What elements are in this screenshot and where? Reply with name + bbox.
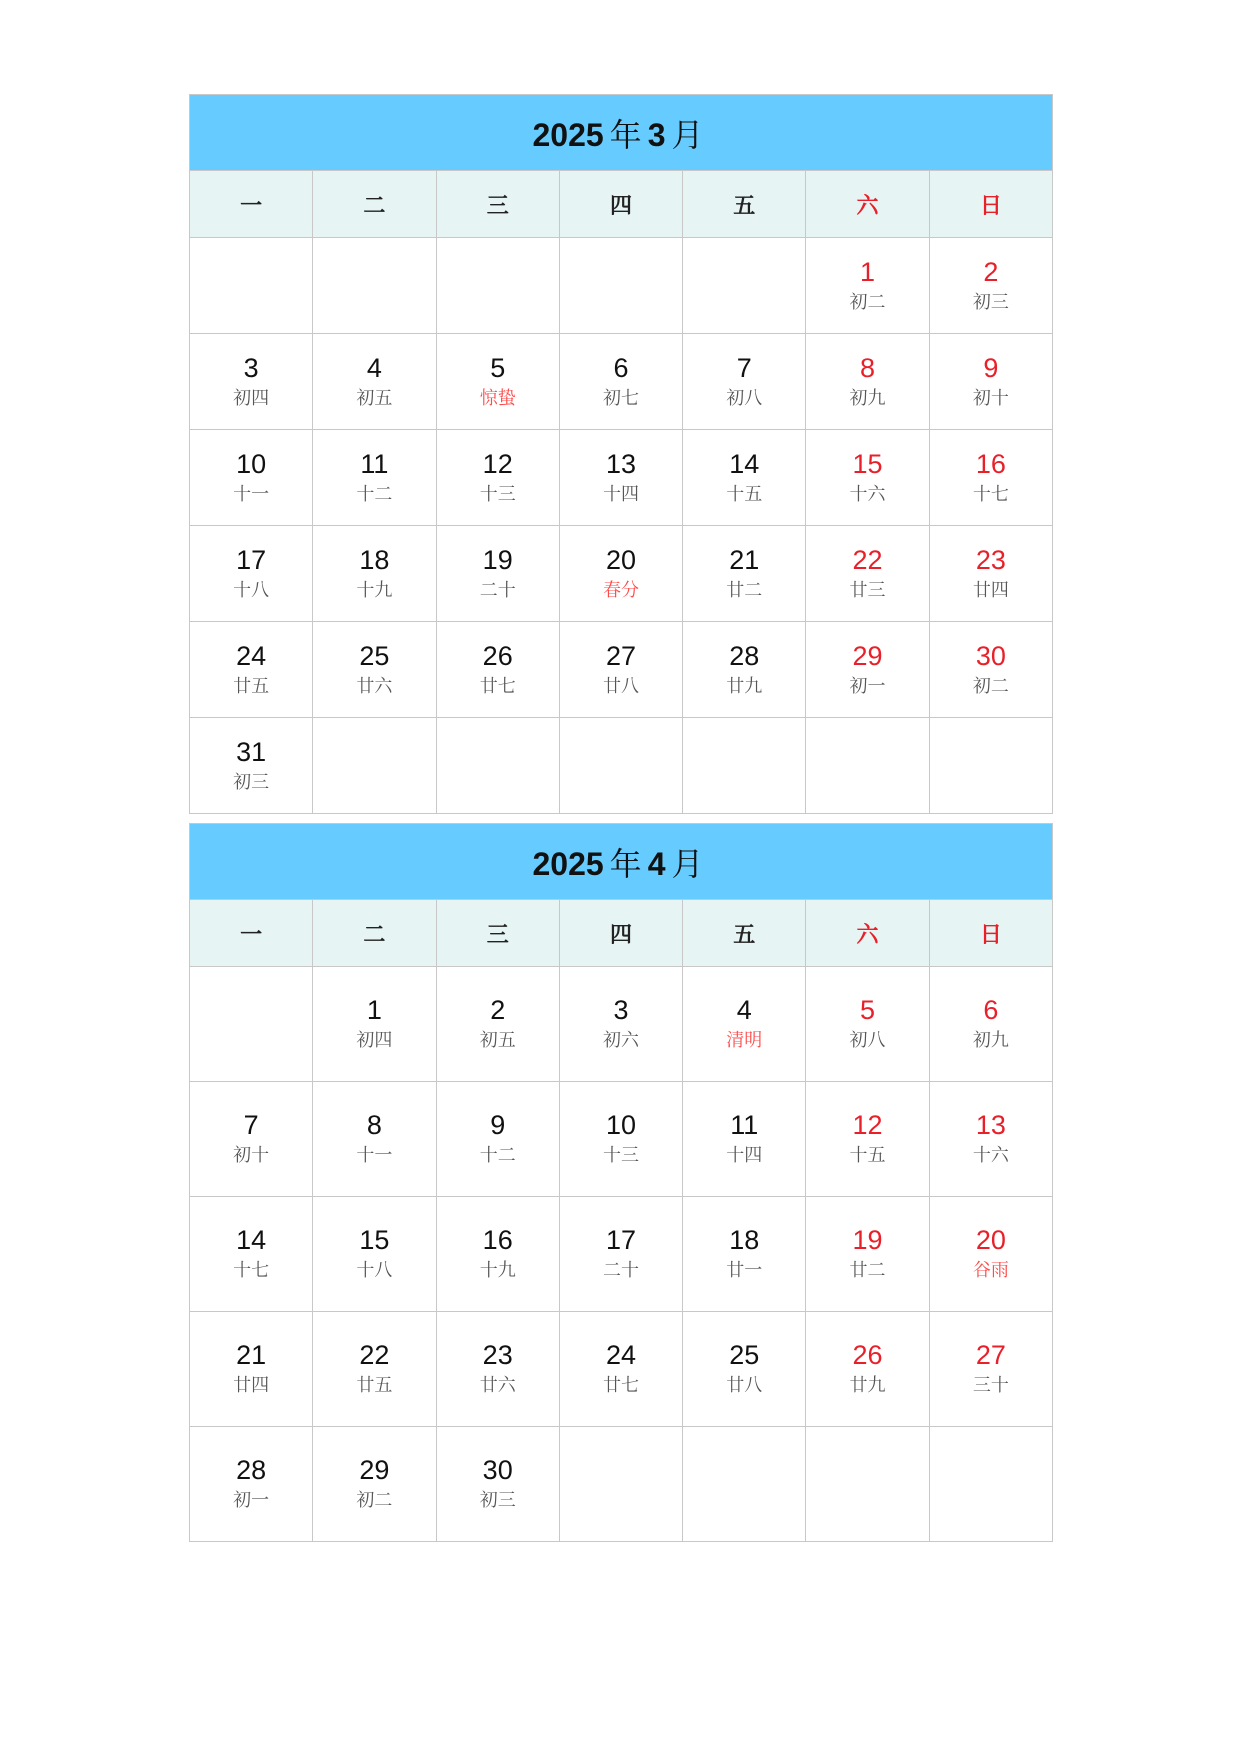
week-row: [190, 1427, 1053, 1542]
day-number: 15: [852, 448, 883, 479]
day-number: 19: [852, 1225, 883, 1255]
day-number: 21: [236, 1340, 267, 1370]
day-number: 23: [482, 1340, 513, 1370]
day-cell: [436, 1312, 559, 1427]
day-number: 24: [605, 1340, 636, 1370]
title-month: 3: [647, 116, 666, 153]
empty-day-cell: [806, 1427, 929, 1542]
lunar-date: 十三: [602, 1145, 639, 1166]
day-cell: [559, 526, 682, 622]
day-cell: [683, 526, 806, 622]
day-cell: [929, 967, 1052, 1082]
lunar-date: 廿三: [849, 579, 886, 601]
day-number: 28: [236, 1455, 267, 1485]
day-cell: [559, 967, 682, 1082]
day-number: 6: [983, 995, 999, 1025]
lunar-date: 十一: [233, 483, 270, 505]
weeks-body: [190, 238, 1053, 814]
day-number: 10: [605, 1110, 636, 1140]
weekday-mon: 一: [190, 171, 313, 238]
day-cell: [559, 430, 682, 526]
day-number: 25: [359, 640, 390, 671]
empty-day-cell: [436, 718, 559, 814]
lunar-date: 十四: [602, 483, 639, 505]
lunar-date: 初二: [356, 1490, 393, 1511]
empty-day-cell: [559, 238, 682, 334]
day-cell: [313, 622, 436, 718]
lunar-date: 十四: [726, 1145, 763, 1166]
weekday-mon: 一: [190, 900, 313, 967]
lunar-date: 十九: [479, 1260, 516, 1281]
empty-day-cell: [683, 1427, 806, 1542]
day-number: 16: [482, 1225, 513, 1255]
day-number: 12: [482, 448, 513, 479]
day-number: 22: [359, 1340, 390, 1370]
day-number: 18: [359, 544, 390, 575]
day-cell: [436, 334, 559, 430]
day-number: 4: [366, 352, 382, 383]
weekday-sat: 六: [806, 171, 929, 238]
day-number: 29: [359, 1455, 390, 1485]
day-cell: [436, 967, 559, 1082]
day-number: 9: [490, 1110, 506, 1140]
empty-day-cell: [313, 718, 436, 814]
day-cell: [436, 1197, 559, 1312]
week-row: [190, 238, 1053, 334]
weekday-tue: 二: [313, 900, 436, 967]
solar-term-label: 谷雨: [972, 1260, 1009, 1281]
week-row: [190, 718, 1053, 814]
day-number: 4: [736, 995, 752, 1025]
day-cell: [190, 622, 313, 718]
lunar-date: 十七: [233, 1260, 270, 1281]
lunar-date: 十七: [972, 483, 1009, 505]
week-row: [190, 622, 1053, 718]
lunar-date: 初七: [602, 387, 639, 409]
day-cell: [929, 430, 1052, 526]
week-row: [190, 430, 1053, 526]
lunar-date: 廿六: [479, 1375, 516, 1396]
lunar-date: 廿五: [356, 1375, 393, 1396]
day-number: 30: [482, 1455, 513, 1485]
day-cell: [190, 1427, 313, 1542]
lunar-date: 十二: [356, 483, 393, 505]
month-title: [190, 824, 1053, 900]
day-number: 17: [605, 1225, 636, 1255]
day-number: 5: [490, 352, 506, 383]
day-number: 2: [490, 995, 506, 1025]
lunar-date: 廿六: [356, 675, 393, 697]
lunar-date: 初八: [726, 387, 763, 409]
week-row: [190, 967, 1053, 1082]
month-title: [190, 95, 1053, 171]
lunar-date: 初十: [972, 387, 1009, 409]
day-cell: [436, 1427, 559, 1542]
lunar-date: 廿五: [233, 675, 270, 697]
day-number: 27: [975, 1340, 1006, 1370]
lunar-date: 十九: [356, 579, 393, 601]
day-cell: [436, 526, 559, 622]
day-cell: [806, 967, 929, 1082]
lunar-date: 初十: [233, 1145, 270, 1166]
calendar-month-april: [189, 823, 1053, 1542]
empty-day-cell: [436, 238, 559, 334]
lunar-date: 初二: [972, 675, 1009, 697]
week-row: [190, 334, 1053, 430]
lunar-date: 初九: [849, 387, 886, 409]
day-cell: [929, 1312, 1052, 1427]
day-number: 25: [729, 1340, 760, 1370]
week-row: [190, 1197, 1053, 1312]
day-number: 6: [613, 352, 629, 383]
weekday-sat: 六: [806, 900, 929, 967]
day-number: 28: [729, 640, 760, 671]
day-cell: [559, 1197, 682, 1312]
day-cell: [929, 238, 1052, 334]
day-cell: [683, 622, 806, 718]
lunar-date: 初六: [602, 1030, 639, 1051]
lunar-date: 廿八: [726, 1375, 763, 1396]
title-month-char: 月: [671, 844, 704, 883]
lunar-date: 十五: [849, 1145, 886, 1166]
day-number: 23: [975, 544, 1006, 575]
day-number: 26: [852, 1340, 883, 1370]
lunar-date: 十八: [356, 1260, 393, 1281]
day-cell: [683, 1197, 806, 1312]
day-number: 11: [730, 1110, 759, 1140]
day-cell: [683, 430, 806, 526]
day-number: 20: [605, 544, 636, 575]
lunar-date: 初五: [356, 387, 393, 409]
day-cell: [559, 1312, 682, 1427]
day-number: 14: [729, 448, 760, 479]
empty-day-cell: [313, 238, 436, 334]
lunar-date: 十一: [356, 1145, 393, 1166]
day-cell: [190, 526, 313, 622]
day-number: 13: [975, 1110, 1006, 1140]
empty-day-cell: [190, 238, 313, 334]
day-cell: [190, 1312, 313, 1427]
lunar-date: 廿八: [602, 675, 639, 697]
day-number: 19: [482, 544, 513, 575]
lunar-date: 三十: [972, 1375, 1009, 1396]
day-number: 1: [366, 995, 382, 1025]
solar-term-label: 惊蛰: [479, 387, 516, 409]
day-number: 30: [975, 640, 1006, 671]
day-number: 20: [975, 1225, 1006, 1255]
day-number: 14: [236, 1225, 267, 1255]
day-number: 13: [605, 448, 636, 479]
empty-day-cell: [929, 1427, 1052, 1542]
day-number: 5: [860, 995, 876, 1025]
lunar-date: 初二: [849, 291, 886, 313]
day-cell: [313, 334, 436, 430]
day-number: 12: [852, 1110, 883, 1140]
day-cell: [313, 1197, 436, 1312]
day-number: 9: [983, 352, 999, 383]
lunar-date: 初四: [356, 1030, 393, 1051]
empty-day-cell: [683, 238, 806, 334]
weekday-sun: 日: [929, 900, 1052, 967]
weekday-header-row: [190, 900, 1053, 967]
day-number: 16: [975, 448, 1006, 479]
empty-day-cell: [190, 967, 313, 1082]
lunar-date: 廿一: [726, 1260, 763, 1281]
day-cell: [806, 334, 929, 430]
week-row: [190, 1082, 1053, 1197]
lunar-date: 初三: [972, 291, 1009, 313]
day-cell: [436, 430, 559, 526]
day-cell: [929, 334, 1052, 430]
lunar-date: 初一: [849, 675, 886, 697]
empty-day-cell: [929, 718, 1052, 814]
solar-term-label: 春分: [602, 579, 639, 601]
day-number: 29: [852, 640, 883, 671]
day-cell: [313, 1312, 436, 1427]
day-number: 24: [236, 640, 267, 671]
day-number: 3: [613, 995, 629, 1025]
title-month: 4: [647, 845, 666, 882]
day-cell: [436, 622, 559, 718]
day-number: 7: [736, 352, 752, 383]
lunar-date: 廿七: [479, 675, 516, 697]
weeks-body: [190, 967, 1053, 1542]
lunar-date: 初八: [849, 1030, 886, 1051]
day-cell: [806, 430, 929, 526]
day-cell: [313, 526, 436, 622]
weekday-thu: 四: [559, 171, 682, 238]
day-cell: [683, 1082, 806, 1197]
month-table: [189, 823, 1053, 1542]
day-cell: [683, 967, 806, 1082]
week-row: [190, 1312, 1053, 1427]
day-number: 11: [360, 448, 389, 479]
solar-term-label: 清明: [726, 1030, 763, 1051]
day-cell: [313, 967, 436, 1082]
weekday-thu: 四: [559, 900, 682, 967]
day-cell: [559, 1082, 682, 1197]
day-cell: [929, 1082, 1052, 1197]
day-number: 31: [236, 736, 267, 767]
weekday-wed: 三: [436, 171, 559, 238]
month-table: [189, 94, 1053, 814]
calendar-month-march: [189, 94, 1053, 814]
empty-day-cell: [683, 718, 806, 814]
day-cell: [929, 1197, 1052, 1312]
lunar-date: 十六: [849, 483, 886, 505]
lunar-date: 初三: [479, 1490, 516, 1511]
day-number: 2: [983, 256, 999, 287]
lunar-date: 十八: [233, 579, 270, 601]
day-cell: [190, 430, 313, 526]
day-cell: [929, 526, 1052, 622]
lunar-date: 廿七: [602, 1375, 639, 1396]
day-number: 15: [359, 1225, 390, 1255]
day-cell: [313, 1427, 436, 1542]
title-year-char: 年: [609, 115, 642, 154]
lunar-date: 廿四: [972, 579, 1009, 601]
day-cell: [190, 718, 313, 814]
lunar-date: 初四: [233, 387, 270, 409]
lunar-date: 二十: [479, 579, 516, 601]
day-cell: [436, 1082, 559, 1197]
lunar-date: 初五: [479, 1030, 516, 1051]
day-number: 27: [605, 640, 636, 671]
day-number: 8: [366, 1110, 382, 1140]
lunar-date: 廿九: [726, 675, 763, 697]
week-row: [190, 526, 1053, 622]
day-cell: [683, 1312, 806, 1427]
lunar-date: 十六: [972, 1145, 1009, 1166]
lunar-date: 十二: [479, 1145, 516, 1166]
weekday-header-row: [190, 171, 1053, 238]
day-cell: [313, 430, 436, 526]
day-cell: [806, 1197, 929, 1312]
lunar-date: 廿九: [849, 1375, 886, 1396]
day-cell: [683, 334, 806, 430]
day-number: 7: [243, 1110, 259, 1140]
day-cell: [313, 1082, 436, 1197]
lunar-date: 廿四: [233, 1375, 270, 1396]
lunar-date: 初一: [233, 1490, 270, 1511]
day-cell: [929, 622, 1052, 718]
lunar-date: 初九: [972, 1030, 1009, 1051]
month-title-row: [190, 95, 1053, 171]
weekday-fri: 五: [683, 900, 806, 967]
lunar-date: 二十: [602, 1260, 639, 1281]
lunar-date: 十五: [726, 483, 763, 505]
day-number: 26: [482, 640, 513, 671]
lunar-date: 廿二: [849, 1260, 886, 1281]
day-number: 17: [236, 544, 267, 575]
weekday-tue: 二: [313, 171, 436, 238]
day-cell: [559, 622, 682, 718]
day-number: 21: [729, 544, 760, 575]
lunar-date: 廿二: [726, 579, 763, 601]
day-number: 22: [852, 544, 883, 575]
day-number: 8: [860, 352, 876, 383]
weekday-fri: 五: [683, 171, 806, 238]
title-year-char: 年: [609, 844, 642, 883]
day-cell: [806, 622, 929, 718]
day-number: 1: [860, 256, 876, 287]
day-cell: [806, 526, 929, 622]
empty-day-cell: [559, 718, 682, 814]
day-cell: [806, 238, 929, 334]
day-cell: [806, 1082, 929, 1197]
title-year: 2025: [532, 845, 604, 882]
day-cell: [559, 334, 682, 430]
day-number: 10: [236, 448, 267, 479]
empty-day-cell: [806, 718, 929, 814]
weekday-sun: 日: [929, 171, 1052, 238]
day-cell: [190, 1197, 313, 1312]
title-year: 2025: [532, 116, 604, 153]
day-number: 3: [243, 352, 259, 383]
day-cell: [190, 1082, 313, 1197]
month-title-row: [190, 824, 1053, 900]
day-cell: [190, 334, 313, 430]
lunar-date: 十三: [479, 483, 516, 505]
day-cell: [806, 1312, 929, 1427]
lunar-date: 初三: [233, 771, 270, 793]
weekday-wed: 三: [436, 900, 559, 967]
empty-day-cell: [559, 1427, 682, 1542]
title-month-char: 月: [671, 115, 704, 154]
day-number: 18: [729, 1225, 760, 1255]
